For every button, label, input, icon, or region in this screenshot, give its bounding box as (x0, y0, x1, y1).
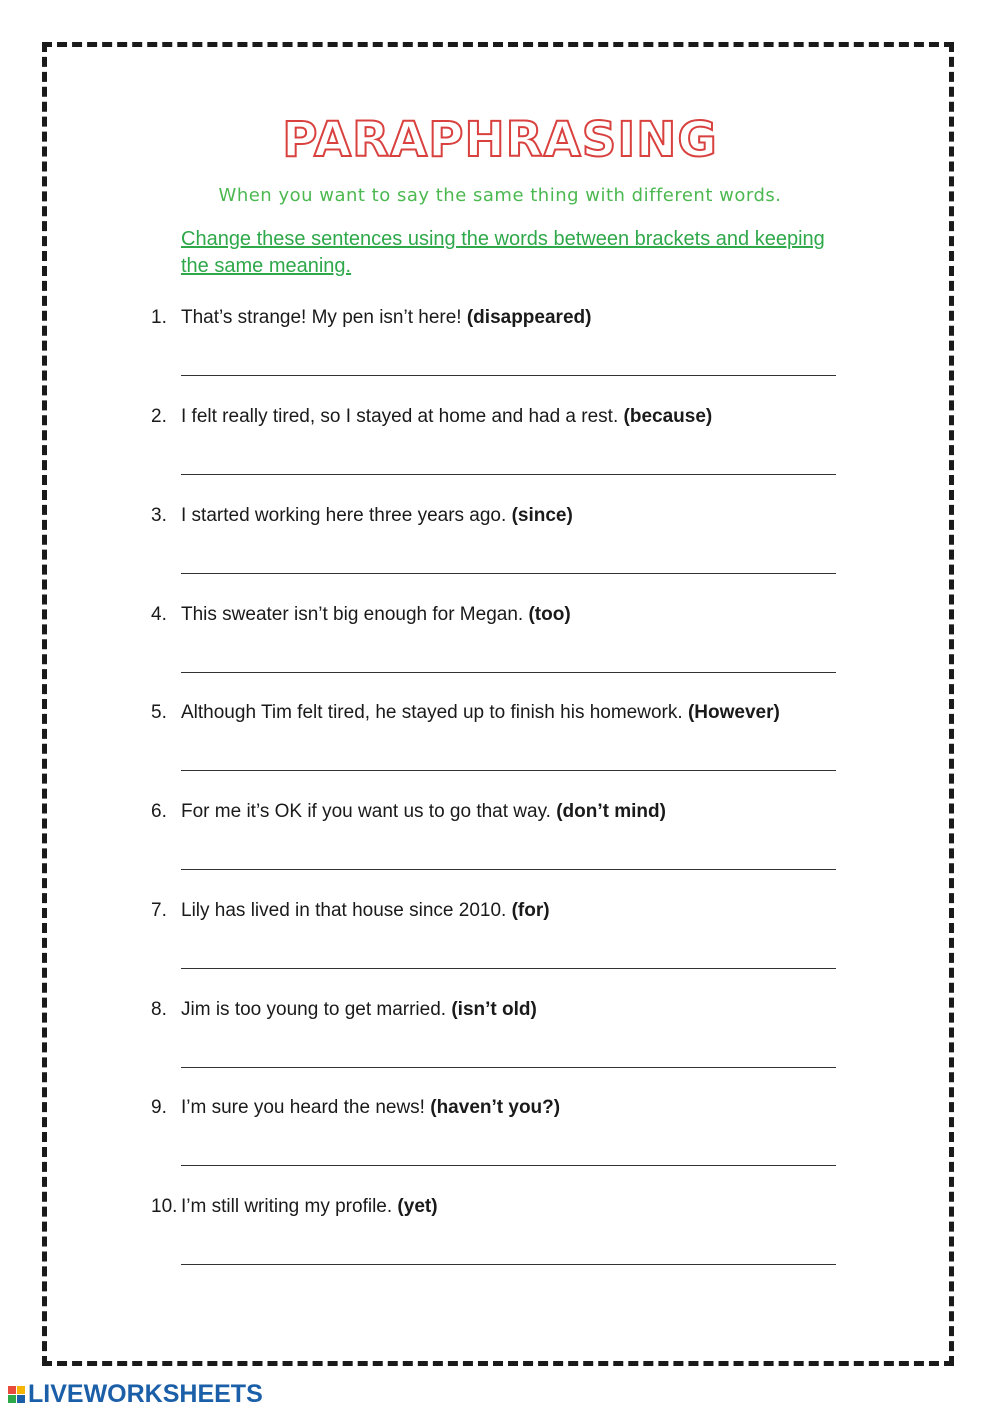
question-keyword: (disappeared) (466, 307, 592, 328)
question-6 (151, 801, 666, 823)
question-number: 3. (151, 505, 167, 526)
worksheet-instructions: Change these sentences using the words between brackets and keeping the same meaning. (181, 228, 825, 277)
question-number: 4. (151, 604, 167, 625)
question-10 (151, 1196, 438, 1218)
question-number: 5. (151, 702, 167, 723)
worksheet-title: PARAPHRASING (282, 112, 718, 168)
answer-line-10[interactable] (181, 1264, 836, 1265)
question-number: 9. (151, 1097, 167, 1118)
question-4 (151, 604, 571, 626)
footer-brand-text: LIVEWORKSHEETS (28, 1379, 263, 1408)
question-keyword: (for) (511, 900, 550, 921)
question-text: I’m still writing my profile. (181, 1196, 398, 1217)
question-7 (151, 900, 550, 922)
question-text: I’m sure you heard the news! (181, 1097, 431, 1118)
liveworksheets-logo-icon (8, 1386, 25, 1403)
question-keyword: (because) (623, 406, 713, 427)
question-number: 8. (151, 999, 167, 1020)
question-number: 10. (151, 1196, 178, 1217)
answer-line-4[interactable] (181, 672, 836, 673)
question-2 (151, 406, 712, 428)
question-keyword: (too) (528, 604, 571, 625)
question-text: I started working here three years ago. (181, 505, 512, 526)
answer-line-1[interactable] (181, 375, 836, 376)
question-text: I felt really tired, so I stayed at home and had a rest. (181, 406, 624, 427)
question-text: This sweater isn’t big enough for Megan. (181, 604, 529, 625)
question-keyword: (since) (511, 505, 573, 526)
question-keyword: (yet) (397, 1196, 438, 1217)
answer-line-7[interactable] (181, 968, 836, 969)
question-keyword: (isn’t old) (451, 999, 537, 1020)
question-keyword: (However) (687, 702, 780, 723)
answer-line-3[interactable] (181, 573, 836, 574)
question-number: 1. (151, 307, 167, 328)
question-text: Although Tim felt tired, he stayed up to finish his homework. (181, 702, 688, 723)
footer-brand[interactable] (8, 1381, 263, 1407)
answer-line-6[interactable] (181, 869, 836, 870)
question-keyword: (don’t mind) (556, 801, 666, 822)
question-5 (151, 702, 780, 724)
question-number: 6. (151, 801, 167, 822)
question-number: 7. (151, 900, 167, 921)
question-number: 2. (151, 406, 167, 427)
worksheet-subtitle: When you want to say the same thing with different words. (218, 185, 782, 206)
question-9 (151, 1097, 560, 1119)
question-text: That’s strange! My pen isn’t here! (181, 307, 467, 328)
question-keyword: (haven’t you?) (430, 1097, 561, 1118)
question-8 (151, 999, 537, 1021)
question-text: Jim is too young to get married. (181, 999, 452, 1020)
answer-line-5[interactable] (181, 770, 836, 771)
question-text: Lily has lived in that house since 2010. (181, 900, 512, 921)
answer-line-8[interactable] (181, 1067, 836, 1068)
question-text: For me it’s OK if you want us to go that way. (181, 801, 557, 822)
answer-line-9[interactable] (181, 1165, 836, 1166)
question-3 (151, 505, 573, 527)
question-1 (151, 307, 591, 329)
answer-line-2[interactable] (181, 474, 836, 475)
